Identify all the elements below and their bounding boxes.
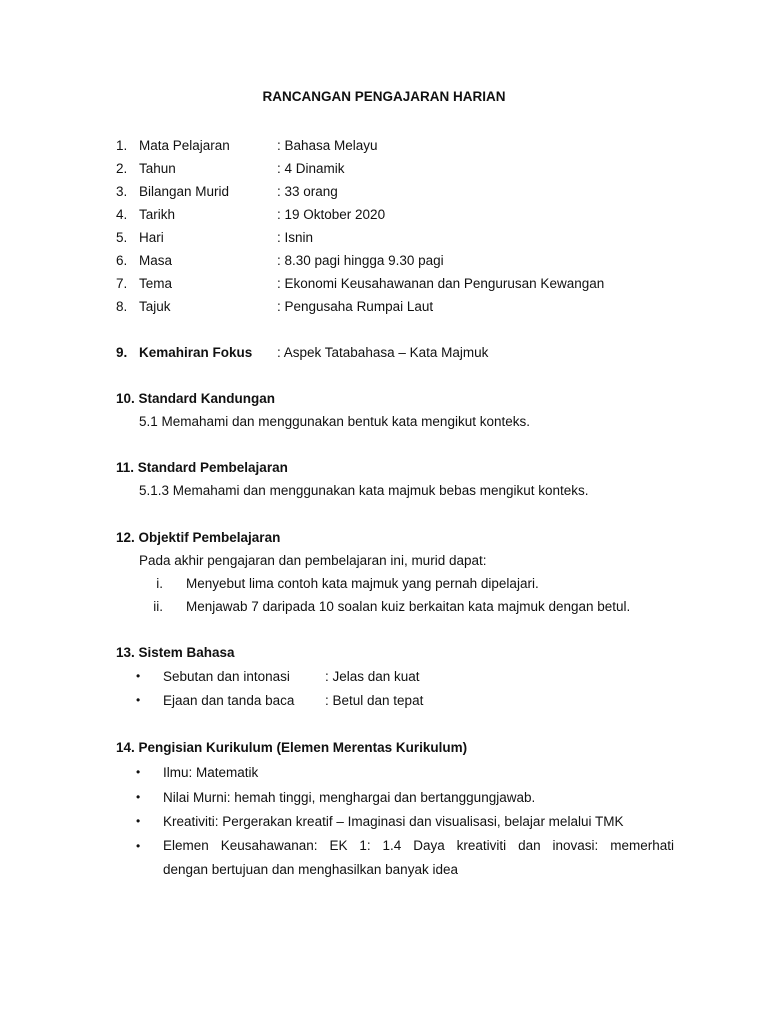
detail-label: Tahun	[139, 161, 176, 176]
detail-value: : 8.30 pagi hingga 9.30 pagi	[277, 253, 444, 268]
detail-value: : Bahasa Melayu	[277, 138, 378, 153]
pengisian-item-line2: dengan bertujuan dan menghasilkan banyak idea	[163, 862, 458, 877]
detail-number: 1.	[116, 138, 128, 153]
section-heading-sistem-bahasa: 13. Sistem Bahasa	[116, 645, 235, 660]
bullet-icon: •	[136, 765, 141, 779]
objektif-item-number: i.	[156, 576, 163, 591]
page-title: RANCANGAN PENGAJARAN HARIAN	[262, 89, 506, 104]
bullet-icon: •	[136, 839, 141, 853]
sistem-bahasa-value: : Jelas dan kuat	[325, 669, 420, 684]
detail-label: Tema	[139, 276, 173, 291]
detail-number: 4.	[116, 207, 128, 222]
objektif-item-text: Menjawab 7 daripada 10 soalan kuiz berkaitan kata majmuk dengan betul.	[186, 599, 631, 614]
objektif-intro: Pada akhir pengajaran dan pembelajaran ini, murid dapat:	[139, 553, 487, 568]
detail-value: : Isnin	[277, 230, 314, 245]
detail-label: Tajuk	[139, 299, 171, 314]
pengisian-item-line1: Elemen Keusahawanan: EK 1: 1.4 Daya kreativiti dan inovasi: memerhati	[163, 838, 674, 853]
detail-number: 3.	[116, 184, 128, 199]
objektif-item-text: Menyebut lima contoh kata majmuk yang pernah dipelajari.	[186, 576, 539, 591]
detail-label: Bilangan Murid	[139, 184, 230, 199]
section-heading-objektif: 12. Objektif Pembelajaran	[116, 530, 281, 545]
detail-value: : 4 Dinamik	[277, 161, 345, 176]
pengisian-item: Ilmu: Matematik	[163, 765, 259, 780]
detail-label: Hari	[139, 230, 164, 245]
detail-number: 2.	[116, 161, 128, 176]
detail-value: : Ekonomi Keusahawanan dan Pengurusan Kewangan	[277, 276, 605, 291]
pengisian-item: Kreativiti: Pergerakan kreatif – Imaginasi dan visualisasi, belajar melalui TMK	[163, 814, 624, 829]
focus-value: : Aspek Tatabahasa – Kata Majmuk	[277, 345, 489, 360]
bullet-icon: •	[136, 790, 141, 804]
standard-kandungan-text: 5.1 Memahami dan menggunakan bentuk kata mengikut konteks.	[139, 414, 530, 429]
section-heading-standard-kandungan: 10. Standard Kandungan	[116, 391, 276, 406]
focus-number: 9.	[116, 345, 128, 360]
detail-number: 5.	[116, 230, 128, 245]
detail-number: 7.	[116, 276, 128, 291]
sistem-bahasa-value: : Betul dan tepat	[325, 693, 424, 708]
sistem-bahasa-label: Ejaan dan tanda baca	[163, 693, 295, 708]
bullet-icon: •	[136, 693, 141, 707]
detail-value: : 33 orang	[277, 184, 338, 199]
standard-pembelajaran-text: 5.1.3 Memahami dan menggunakan kata majmuk bebas mengikut konteks.	[139, 483, 589, 498]
detail-label: Mata Pelajaran	[139, 138, 230, 153]
section-heading-pengisian-kurikulum: 14. Pengisian Kurikulum (Elemen Merentas Kurikulum)	[116, 740, 468, 755]
bullet-icon: •	[136, 669, 141, 683]
detail-number: 6.	[116, 253, 128, 268]
pengisian-item: Nilai Murni: hemah tinggi, menghargai dan bertanggungjawab.	[163, 790, 536, 805]
focus-label: Kemahiran Fokus	[139, 345, 253, 360]
section-heading-standard-pembelajaran: 11. Standard Pembelajaran	[116, 460, 288, 475]
detail-label: Masa	[139, 253, 173, 268]
objektif-item-number: ii.	[153, 599, 163, 614]
detail-label: Tarikh	[139, 207, 176, 222]
detail-value: : 19 Oktober 2020	[277, 207, 386, 222]
detail-value: : Pengusaha Rumpai Laut	[277, 299, 434, 314]
sistem-bahasa-label: Sebutan dan intonasi	[163, 669, 290, 684]
bullet-icon: •	[136, 814, 141, 828]
detail-number: 8.	[116, 299, 128, 314]
